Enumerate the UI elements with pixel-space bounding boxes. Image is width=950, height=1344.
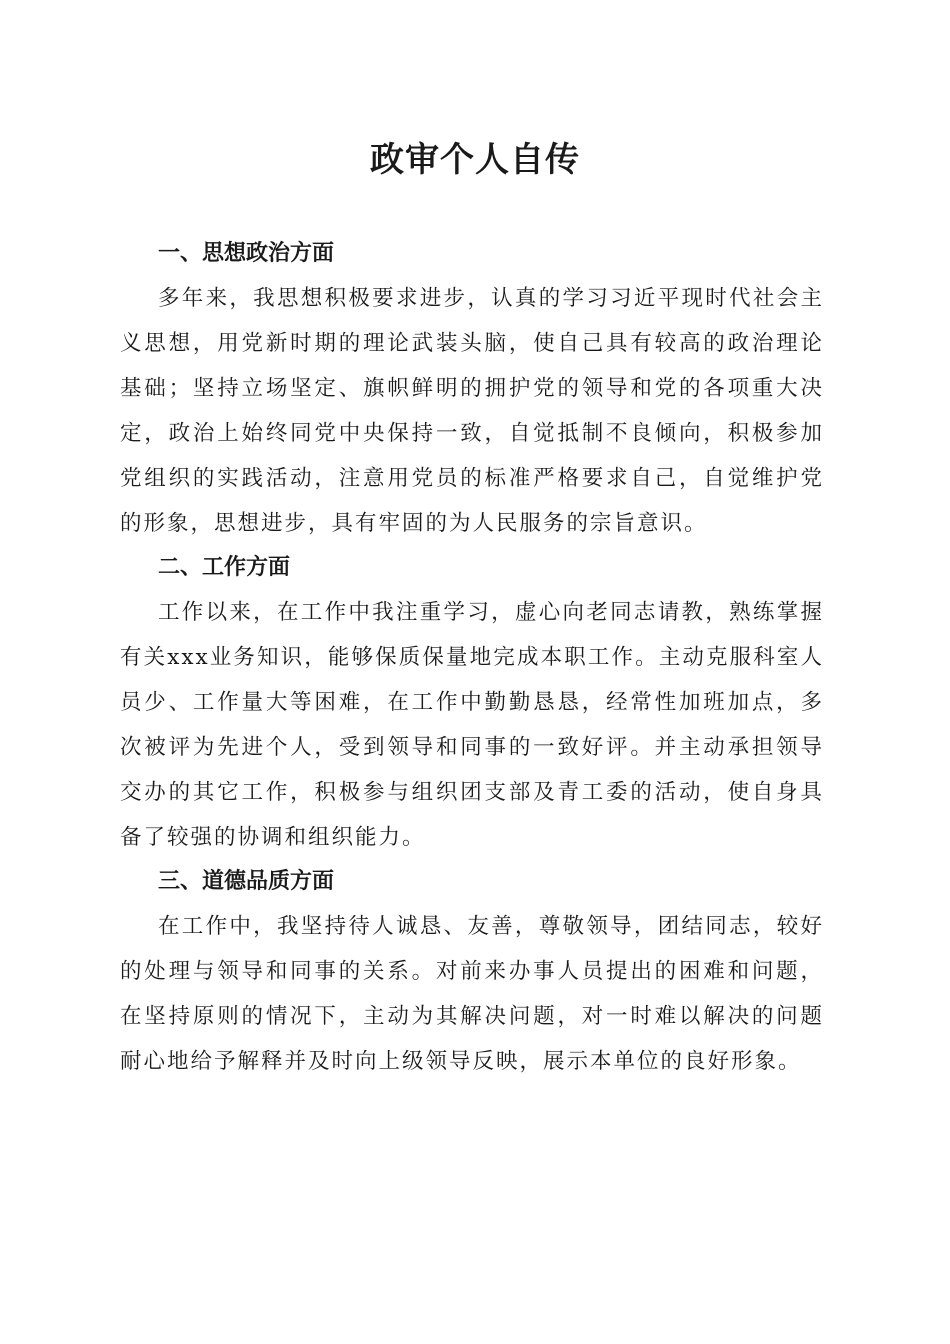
section-heading: 二、工作方面 (158, 555, 291, 580)
section-paragraph: 工作以来，在工作中我注重学习，虚心向老同志请教，熟练掌握有关xxx业务知识，能够保质保量地完成本职工作。主动克服科室人员少、工作量大等困难，在工作中勤勤恳恳，经常性加班加点，多次被评为先进个人，受到领导和同事的一致好评。并主动承担领导交办的其它工作，积极参与组织团支部及青工委的活动，使自身具备了较强的协调和组织能力。 (120, 600, 824, 850)
section-work (120, 546, 824, 860)
section-political-thought (120, 232, 824, 546)
section-moral-character (120, 860, 824, 1084)
document-body (120, 232, 824, 1084)
section-paragraph: 在工作中，我坚持待人诚恳、友善，尊敬领导，团结同志，较好的处理与领导和同事的关系。对前来办事人员提出的困难和问题，在坚持原则的情况下，主动为其解决问题，对一时难以解决的问题耐心地给予解释并及时向上级领导反映，展示本单位的良好形象。 (120, 914, 824, 1074)
section-paragraph: 多年来，我思想积极要求进步，认真的学习习近平现时代社会主义思想，用党新时期的理论武装头脑，使自己具有较高的政治理论基础；坚持立场坚定、旗帜鲜明的拥护党的领导和党的各项重大决定，政治上始终同党中央保持一致，自觉抵制不良倾向，积极参加党组织的实践活动，注意用党员的标准严格要求自己，自觉维护党的形象，思想进步，具有牢固的为人民服务的宗旨意识。 (120, 286, 824, 536)
section-heading: 一、思想政治方面 (158, 241, 335, 266)
document-title: 政审个人自传 (370, 140, 580, 180)
section-heading: 三、道德品质方面 (158, 869, 335, 894)
